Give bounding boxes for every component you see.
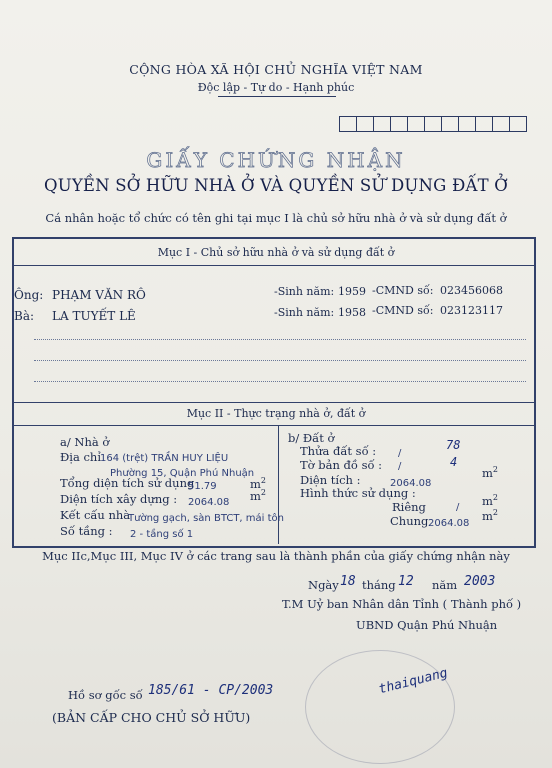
total-area-value: 51.79 — [188, 481, 217, 492]
address-line2: Phường 15, Quận Phú Nhuận — [110, 468, 255, 479]
certificate-subtitle-title: QUYỀN SỞ HỮU NHÀ Ở VÀ QUYỀN SỬ DỤNG ĐẤT Ở — [43, 176, 508, 195]
section2-divider-top — [12, 402, 536, 403]
owner2-name: LA TUYẾT LÊ — [52, 309, 136, 323]
blank-line — [34, 381, 526, 382]
certificate-title: GIẤY CHỨNG NHẬN — [146, 148, 406, 172]
owner1-birth-label: -Sinh năm: — [274, 285, 335, 298]
land-heading: b/ Đất ở — [288, 431, 335, 445]
copy-note: (BẢN CẤP CHO CHỦ SỞ HỮU) — [52, 710, 251, 725]
section1-title: Mục I - Chủ sở hữu nhà ở và sử dụng đất ở — [157, 246, 395, 259]
structure-label: Kết cấu nhà — [60, 508, 131, 522]
address-label: Địa chỉ — [60, 450, 101, 464]
authority: T.M Uỷ ban Nhân dân Tỉnh ( Thành phố ) — [282, 597, 522, 611]
parcel-label: Thửa đất số : — [300, 444, 377, 458]
parcel-slash: / — [398, 448, 402, 459]
section2-divider — [12, 425, 536, 426]
map-handwritten: 4 — [450, 455, 458, 469]
land-area-value: 2064.08 — [390, 478, 432, 489]
map-slash: / — [398, 461, 402, 472]
owner2-birth-label: -Sinh năm: — [274, 306, 335, 319]
floors-label: Số tầng : — [60, 524, 113, 538]
date-day: 18 — [340, 574, 356, 589]
owner2-id-number: 023123117 — [440, 304, 503, 317]
built-area-label: Diện tích xây dựng : — [60, 492, 178, 506]
signature: thaiquang — [377, 665, 450, 698]
house-heading: a/ Nhà ở — [60, 435, 110, 449]
date-day-label: Ngày — [308, 578, 339, 592]
shared-value: 2064.08 — [428, 518, 470, 529]
shared-unit: $m^2$ — [482, 508, 498, 523]
republic-heading: CỘNG HÒA XÃ HỘI CHỦ NGHĨA VIỆT NAM — [129, 62, 423, 77]
usage-label: Hình thức sử dụng : — [300, 486, 416, 500]
certificate-description: Cá nhân hoặc tổ chức có tên ghi tại mục I là chủ sở hữu nhà ở và sử dụng đất ở — [45, 211, 507, 225]
blank-line — [34, 360, 526, 361]
serial-number-boxes — [340, 116, 527, 132]
private-label: Riêng — [392, 500, 426, 514]
address-line1: 164 (trệt) TRẦN HUY LIỆU — [100, 453, 229, 464]
section1-divider — [12, 265, 536, 266]
built-area-value: 2064.08 — [188, 497, 230, 508]
owner1-id-number: 023456068 — [440, 284, 503, 297]
owner1-prefix: Ông: — [14, 288, 44, 302]
committee-name: UBND Quận Phú Nhuận — [356, 618, 498, 632]
column-separator — [278, 425, 279, 544]
date-month-label: tháng — [362, 578, 396, 592]
date-year: 2003 — [464, 574, 496, 589]
land-area-label: Diện tích : — [300, 473, 361, 487]
total-area-unit: $m^2$ — [250, 476, 266, 491]
map-label: Tờ bản đồ số : — [300, 458, 383, 472]
structure-value: Tường gạch, sàn BTCT, mái tôn — [128, 513, 284, 524]
section2-title: Mục II - Thực trạng nhà ở, đất ở — [186, 407, 366, 420]
owner2-birth-year: 1958 — [338, 306, 366, 319]
floors-value: 2 - tầng số 1 — [130, 529, 194, 540]
motto-underline — [218, 96, 336, 97]
parcel-handwritten: 78 — [446, 438, 461, 452]
official-stamp — [305, 650, 455, 764]
section3-note: Mục IIc,Mục III, Mục IV ở các trang sau là thành phần của giấy chứng nhận này — [42, 549, 510, 563]
owner1-name: PHẠM VĂN RÔ — [52, 288, 146, 302]
private-unit: $m^2$ — [482, 493, 498, 508]
land-area-unit: $m^2$ — [482, 465, 498, 480]
owner2-id-label: -CMND số: — [372, 304, 434, 317]
private-value: / — [456, 502, 460, 513]
record-label: Hồ sơ gốc số — [68, 688, 143, 702]
owner1-birth-year: 1959 — [338, 285, 366, 298]
owner2-prefix: Bà: — [14, 309, 35, 323]
date-month: 12 — [398, 574, 414, 589]
built-area-unit: $m^2$ — [250, 488, 266, 503]
date-year-label: năm — [432, 578, 458, 592]
owner1-id-label: -CMND số: — [372, 284, 434, 297]
blank-line — [34, 339, 526, 340]
record-number: 185/61 - CP/2003 — [148, 683, 274, 698]
motto: Độc lập - Tự do - Hạnh phúc — [197, 81, 355, 94]
shared-label: Chung — [390, 514, 429, 528]
total-area-label: Tổng diện tích sử dụng — [60, 476, 195, 490]
